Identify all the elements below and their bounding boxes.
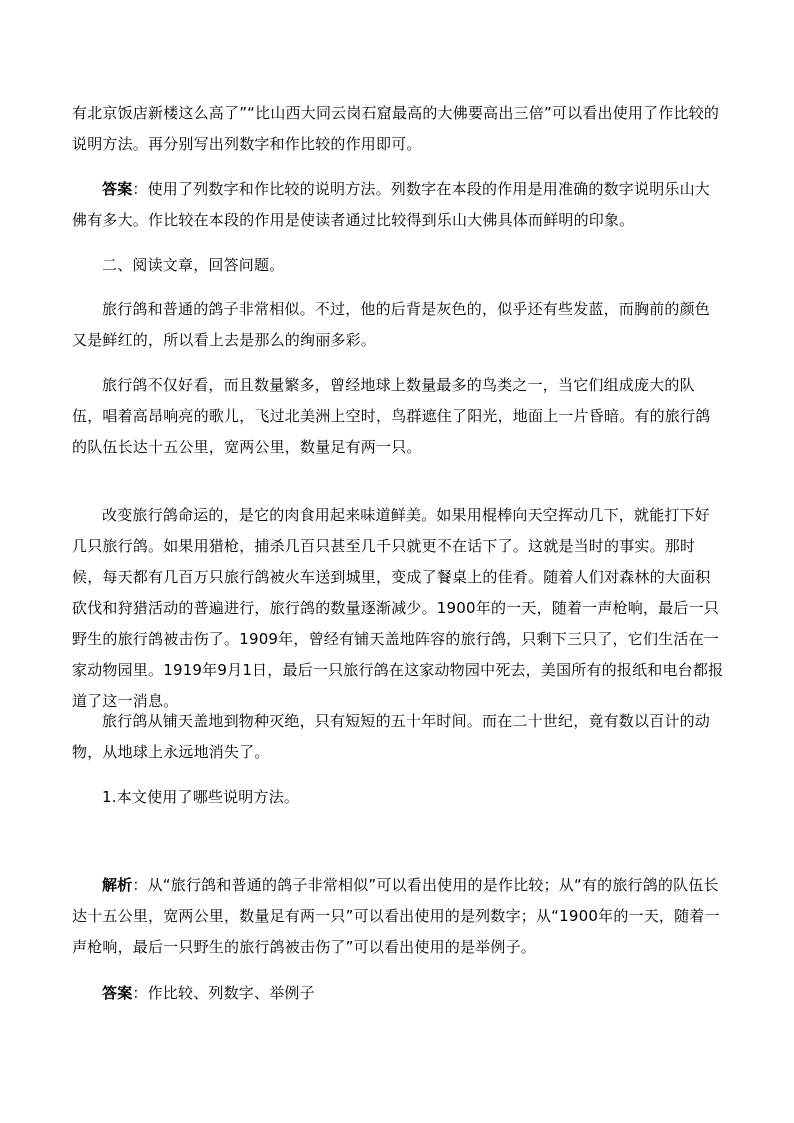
- paragraph-text: 有北京饭店新楼这么高了”“比山西大同云岗石窟最高的大佛要高出三倍”可以看出使用了作比较的说明方法。再分别写出列数字和作比较的作用即可。: [72, 104, 720, 153]
- paragraph-text: 旅行鸽从铺天盖地到物种灭绝，只有短短的五十年时间。而在二十世纪，竟有数以百计的动物，从地球上永远地消失了。: [72, 712, 711, 761]
- question-1: [72, 782, 724, 813]
- analysis-paragraph: [72, 870, 724, 963]
- analysis-label: 解析: [102, 876, 133, 894]
- paragraph-text: 旅行鸽和普通的鸽子非常相似。不过，他的后背是灰色的，似乎还有些发蓝，而胸前的颜色又是鲜红的，所以看上去是那么的绚丽多彩。: [72, 300, 711, 349]
- answer-label: 答案: [102, 984, 133, 1002]
- paragraph-continuation: [72, 98, 724, 160]
- answer-paragraph-1: [72, 174, 724, 236]
- paragraph-text: 改变旅行鸽命运的，是它的肉食用起来味道鲜美。如果用棍棒向天空挥动几下，就能打下好几只旅行鸽。如果用猎枪，捕杀几百只甚至几千只就更不在话下了。这就是当时的事实。那时候，每天都有几百万只旅行鸽被火车送到城里，变成了餐桌上的佳肴。随着人们对森林的大面积砍伐和狩猎活动的普遍进行，旅行鸽的数量逐渐减少。1900年的一天，随着一声枪响，最后一只野生的旅行鸽被击伤了。1909年，曾经有铺天盖地阵容的旅行鸽，只剩下三只了，它们生活在一家动物园里。1919年9月1日，最后一只旅行鸽在这家动物园中死去，美国所有的报纸和电台都报道了这一消息。: [72, 506, 724, 710]
- paragraph-text: ：使用了列数字和作比较的说明方法。列数字在本段的作用是用准确的数字说明乐山大佛有多大。作比较在本段的作用是使读者通过比较得到乐山大佛具体而鲜明的印象。: [72, 180, 711, 229]
- paragraph-text: 二、阅读文章，回答问题。: [102, 256, 285, 274]
- article-paragraph-4: [72, 706, 724, 768]
- paragraph-text: 旅行鸽不仅好看，而且数量繁多，曾经地球上数量最多的鸟类之一，当它们组成庞大的队伍，唱着高昂响亮的歌儿，飞过北美洲上空时，鸟群遮住了阳光，地面上一片昏暗。有的旅行鸽的队伍长达十五公里，宽两公里，数量足有两一只。: [72, 376, 711, 456]
- article-paragraph-1: [72, 294, 724, 356]
- paragraph-text: ：作比较、列数字、举例子: [132, 984, 315, 1002]
- answer-label: 答案: [102, 180, 133, 198]
- article-paragraph-3: [72, 500, 724, 717]
- section-heading: [72, 250, 724, 281]
- paragraph-text: 1.本文使用了哪些说明方法。: [102, 788, 300, 806]
- article-paragraph-2: [72, 370, 724, 463]
- paragraph-text: ：从“旅行鸽和普通的鸽子非常相似”可以看出使用的是作比较；从“有的旅行鸽的队伍长达十五公里，宽两公里，数量足有两一只”可以看出使用的是列数字；从“1900年的一天，随着一声枪响，最后一只野生的旅行鸽被击伤了”可以看出使用的是举例子。: [72, 876, 720, 956]
- answer-paragraph-2: [72, 978, 724, 1009]
